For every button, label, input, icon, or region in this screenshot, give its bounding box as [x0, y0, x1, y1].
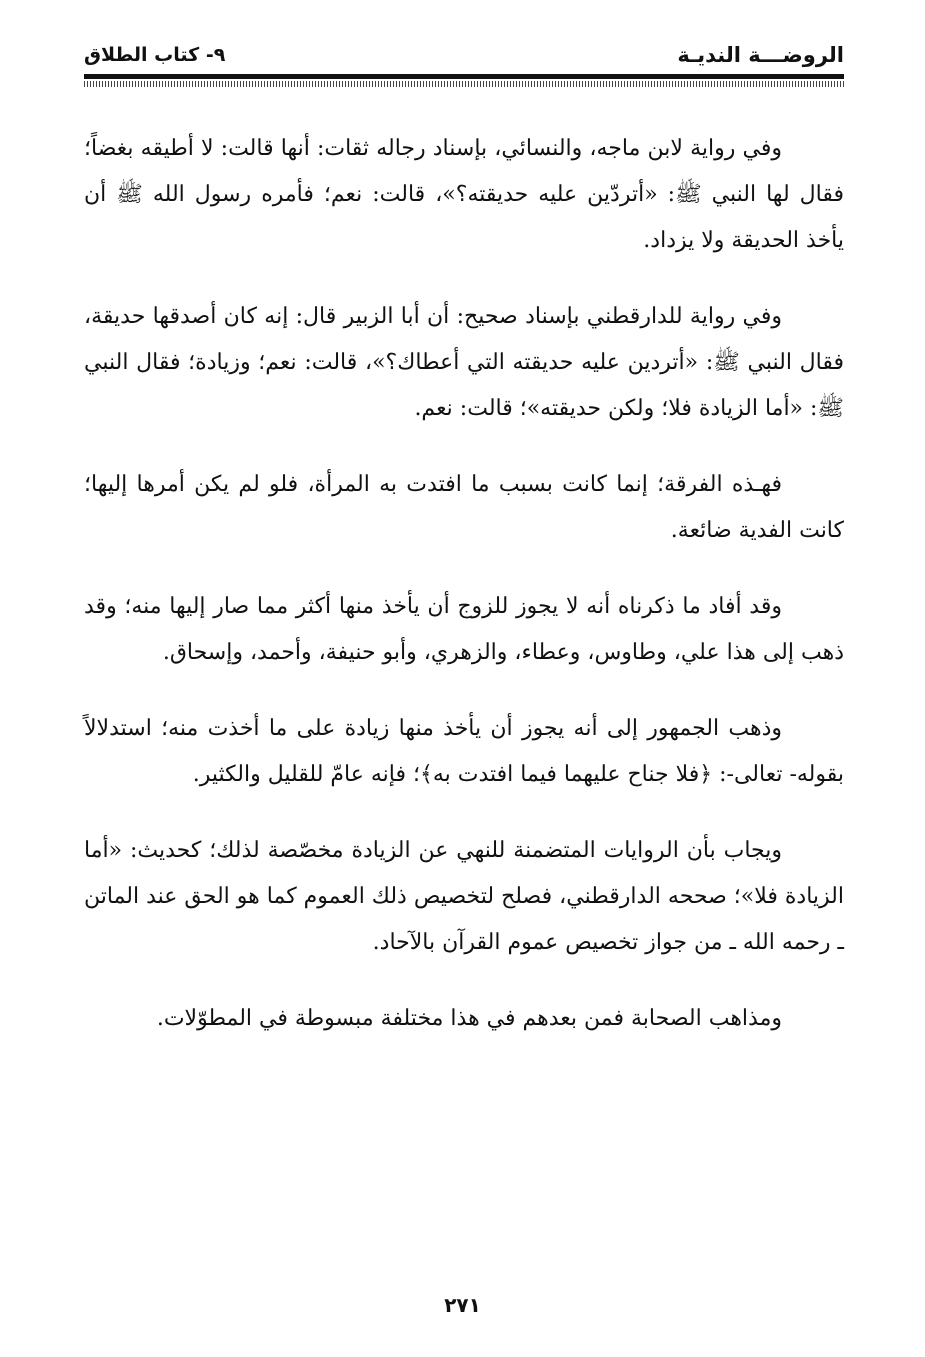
page-number: ٢٧١: [444, 1293, 481, 1317]
header-rule: [84, 74, 844, 79]
page-header: [84, 40, 844, 76]
paragraph: وقد أفاد ما ذكرناه أنه لا يجوز للزوج أن يأخذ منها أكثر مما صار إليها منه؛ وقد ذهب إلى هذا علي، وطاوس، وعطاء، والزهري، وأبو حنيفة، وأحمد، وإسحاق.: [84, 594, 844, 665]
paragraph: وفي رواية لابن ماجه، والنسائي، بإسناد رجاله ثقات: أنها قالت: لا أطيقه بغضاً؛ فقال لها النبي ﷺ: «أتردّين عليه حديقته؟»، قالت: نعم؛ فأمره رسول الله ﷺ أن يأخذ الحديقة ولا يزداد.: [84, 136, 844, 253]
paragraph: فهـذه الفرقة؛ إنما كانت بسبب ما افتدت به المرأة، فلو لم يكن أمرها إليها؛ كانت الفدية ضائعة.: [84, 472, 844, 543]
page-body: [84, 126, 844, 1042]
paragraph: ومذاهب الصحابة فمن بعدهم في هذا مختلفة مبسوطة في المطوّلات.: [156, 1006, 782, 1031]
header-hatch-rule: [84, 81, 844, 87]
chapter-title: ٩- كتاب الطلاق: [84, 44, 226, 66]
paragraph: وفي رواية للدارقطني بإسناد صحيح: أن أبا الزبير قال: إنه كان أصدقها حديقة، فقال النبي ﷺ: «أتردين عليه حديقته التي أعطاك؟»، قالت: نعم؛ وزيادة؛ فقال النبي ﷺ: «أما الزيادة فلا؛ ولكن حديقته»؛ قالت: نعم.: [84, 304, 844, 421]
paragraph: ويجاب بأن الروايات المتضمنة للنهي عن الزيادة مخصّصة لذلك؛ كحديث: «أما الزيادة فلا»؛ صححه الدارقطني، فصلح لتخصيص ذلك العموم كما هو الحق عند الماتن ـ رحمه الله ـ من جواز تخصيص عموم القرآن بالآحاد.: [84, 838, 844, 955]
paragraph: وذهب الجمهور إلى أنه يجوز أن يأخذ منها زيادة على ما أخذت منه؛ استدلالاً بقوله- تعالى-: ﴿فلا جناح عليهما فيما افتدت به﴾؛ فإنه عامّ للقليل والكثير.: [84, 716, 844, 787]
book-title: الروضـــة النديـة: [677, 43, 844, 67]
